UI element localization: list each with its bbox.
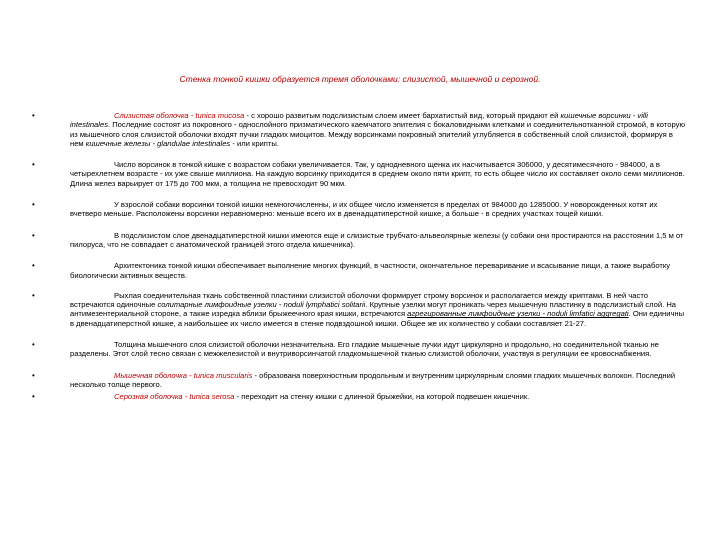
item-text: Толщина мышечного слоя слизистой оболочки незначительна. Его гладкие мышечные пучки идут циркулярно и продольно, но соединительной тканью не разделены. Этот слой тесно связан с межжелезистой и внутриворсинчатой гладкомышечной тканью слизистой оболочки, участвуя в регуляции ее кровоснабжения. (70, 340, 659, 359)
list-item-submucosa-glands (32, 231, 687, 250)
list-item-adult-villi (32, 200, 687, 219)
list-item-muscle-layer (32, 340, 687, 359)
list-item-lymphoid (32, 291, 687, 328)
item-text: . Крупные узелки могут проникать через мышечную пластинку в подслизистый слой. На антимезентериальной стороне, а также изредка вблизи брыжеечного края кишки, встречаются (70, 300, 677, 319)
term-mucosa: Слизистая оболочка - tunica mucosa (114, 111, 245, 120)
list-item-villi-count (32, 160, 687, 188)
list-item-architecture (32, 261, 687, 280)
item-text: - или крипты. (230, 138, 279, 148)
list-item-muscularis (32, 371, 687, 390)
term-solitary-nodules: солитарные лимфоидные узелки - noduli lymphatici solitarii (157, 300, 366, 310)
item-text: Число ворсинок в тонкой кишке с возрастом собаки увеличивается. Так, у однодневного щенка их насчитывается 306000, у десятимесячного - 984000, а в четырехлетнем возрасте - их уже свыше миллиона. На каждую ворсинку приходится в среднем около пяти крипт, то есть общее число их составляет около семи миллионов. Длина желез варьирует от 175 до 700 мкм, а толщина не превосходит 90 мкм. (70, 160, 685, 188)
list-item-mucosa (32, 111, 687, 148)
item-text: Рыхлая соединительная ткань собственной пластинки слизистой оболочки формирует строму ворсинок и располагается между криптами. В ней часто встречаются одиночные (70, 290, 648, 310)
item-text: Архитектоника тонкой кишки обеспечивает выполнение многих функций, в частности, окончательное переваривание и всасывание пищи, а также выработку биологически активных веществ. (70, 261, 671, 280)
item-text: - образована поверхностным продольным и внутренним циркулярным слоями гладких мышечных волокон. Последний несколько толще первого. (70, 370, 676, 389)
item-text: У взрослой собаки ворсинки тонкой кишки немногочисленны, и их общее число изменяется в пределах от 984000 до 1285000. У новорожденных котят их вчетверо меньше. Расположены ворсинки неравномерно: меньше всего их в двенадцатиперстной кишке, а больше - в средних участках тощей кишки. (70, 200, 658, 219)
item-text: В подслизистом слое двенадцатиперстной кишки имеются еще и слизистые трубчато-альвеолярные железы (у собаки они простираются на расстоянии 1,5 м от пилоруса, что не совпадает с анатомической границей этого отдела кишечника). (70, 230, 684, 249)
item-text: . Они единичны в двенадцатиперстной кишке, а наибольшее их число имеется в стенке подвздошной кишки. Общее же их количество у собаки составляет 21-27. (70, 309, 685, 328)
term-villi: кишечные ворсинки - villi intestinales (70, 111, 648, 130)
item-text: - с хорошо развитым подслизистым слоем имеет бархатистый вид, который придают ей (244, 111, 561, 120)
term-serosa: Серозная оболочка - tunica serosa (114, 392, 235, 402)
content-list (32, 111, 687, 402)
slide-title: Стенка тонкой кишки образуется тремя оболочками: слизистой, мышечной и серозной. (179, 74, 541, 84)
item-text: - переходит на стенку кишки с длинной брыжейки, на которой подвешен кишечник. (234, 392, 530, 402)
term-glands: кишечные железы - glandulae intestinales (85, 138, 231, 148)
term-aggregated-nodules: агрегированные лимфоидные узелки - noduli limfatici aggregati (407, 309, 629, 319)
term-muscularis: Мышечная оболочка - tunica muscularis (114, 370, 253, 380)
item-text: . Последние состоят из покровного - однослойного призматического каемчатого эпителия с бокаловидными клетками и соединительнотканной стромой, в которую из мышечного слоя слизистой оболочки входят пучки гладких миоцитов. Между ворсинками покровный эпителий углубляется в собственный слой слизистой, формируя в нем (70, 120, 686, 148)
list-item-serosa (32, 392, 687, 401)
